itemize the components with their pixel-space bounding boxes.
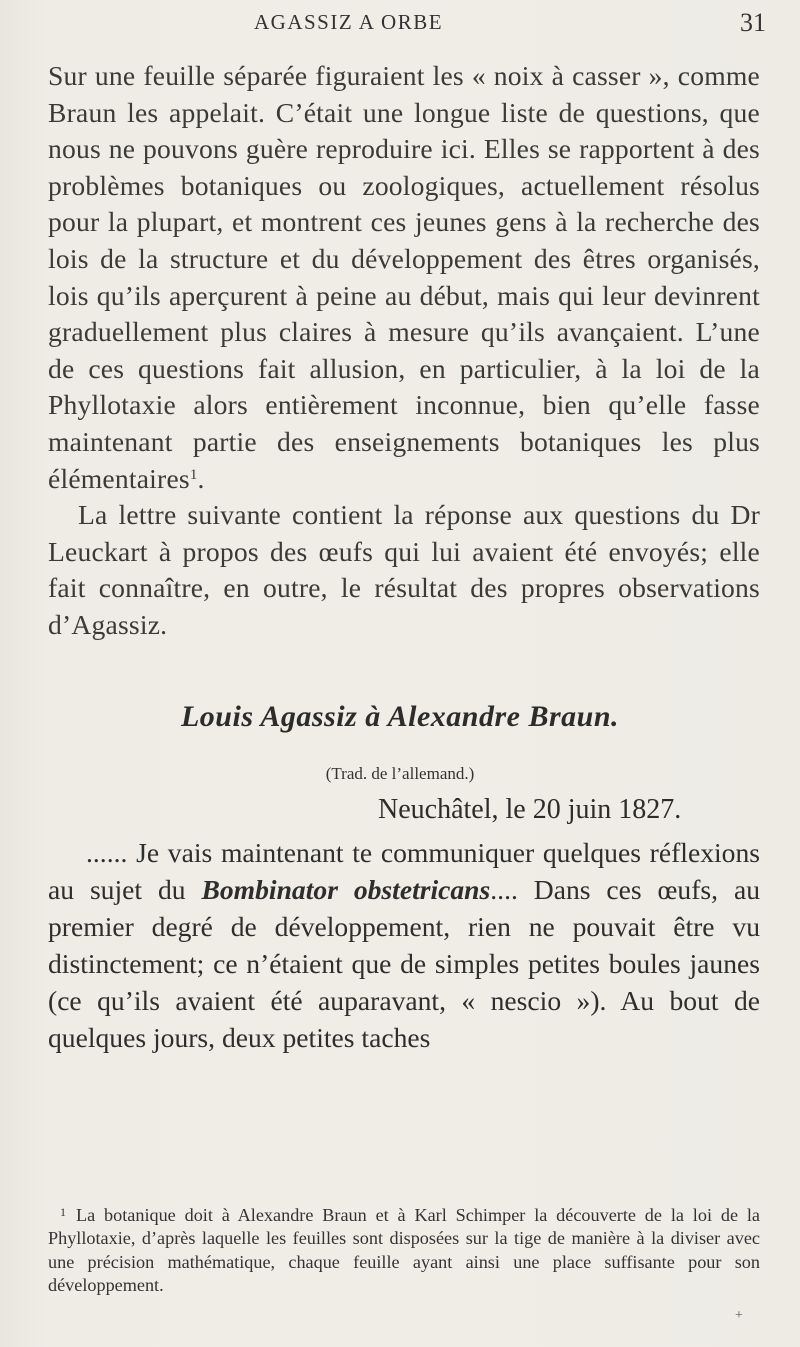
paragraph-1-end: . <box>197 462 205 494</box>
footnote <box>48 1201 760 1298</box>
paragraph-1 <box>48 58 760 497</box>
footnote-reference: 1 <box>189 466 198 483</box>
margin-mark: + <box>735 1308 743 1323</box>
paragraph-2: La lettre suivante contient la réponse aux questions du Dr Leuckart à propos des œufs qui lui avaient été envoyés; elle fait connaître, en outre, le résultat des propres observations d’Agassiz. <box>48 499 760 640</box>
translation-note: (Trad. de l’allemand.) <box>325 764 475 783</box>
footnote-mark: 1 <box>60 1205 66 1219</box>
running-title: AGASSIZ A ORBE <box>254 10 444 34</box>
footnote-text: La botanique doit à Alexandre Braun et à Karl Schimper la découverte de la loi de la Phyllotaxie, d’après laquelle les feuilles sont disposées sur la tige de manière à la diviser avec une précision mathématique, chaque feuille ayant ainsi une place suffisante pour son développement. <box>48 1205 760 1296</box>
running-head <box>0 8 800 38</box>
page-number: 31 <box>740 8 766 37</box>
letter-dateline: Neuchâtel, le 20 juin 1827. <box>378 794 682 825</box>
letter-body <box>48 834 760 1056</box>
species-name: Bombinator obstetricans <box>201 874 491 905</box>
main-text <box>48 58 760 644</box>
letter-heading: Louis Agassiz à Alexandre Braun. <box>180 700 620 733</box>
letter-text-part-2: .... Dans ces œufs, au premier degré de développement, rien ne pouvait être vu distinctement; ce n’étaient que de simples petites boules jaunes (ce qu’ils avaient été auparavant, « nescio »). Au bout de quelques jours, deux petites taches <box>48 874 760 1053</box>
letter-text-part-1: ...... Je vais maintenant te communiquer quelques réflexions au sujet du <box>48 837 760 905</box>
paragraph-1-text: Sur une feuille séparée figuraient les « noix à casser », comme Braun les appelait. C’était une longue liste de questions, que nous ne pouvons guère reproduire ici. Elles se rapportent à des problèmes botaniques ou zoologiques, actuellement résolus pour la plupart, et montrent ces jeunes gens à la recherche des lois de la structure et du développement des êtres organisés, lois qu’ils aperçurent à peine au début, mais qui leur devinrent graduellement plus claires à mesure qu’ils avançaient. L’une de ces questions fait allusion, en particulier, à la loi de la Phyllotaxie alors entièrement inconnue, bien qu’elle fasse maintenant partie des enseignements botaniques les plus élémentaires <box>48 60 760 494</box>
